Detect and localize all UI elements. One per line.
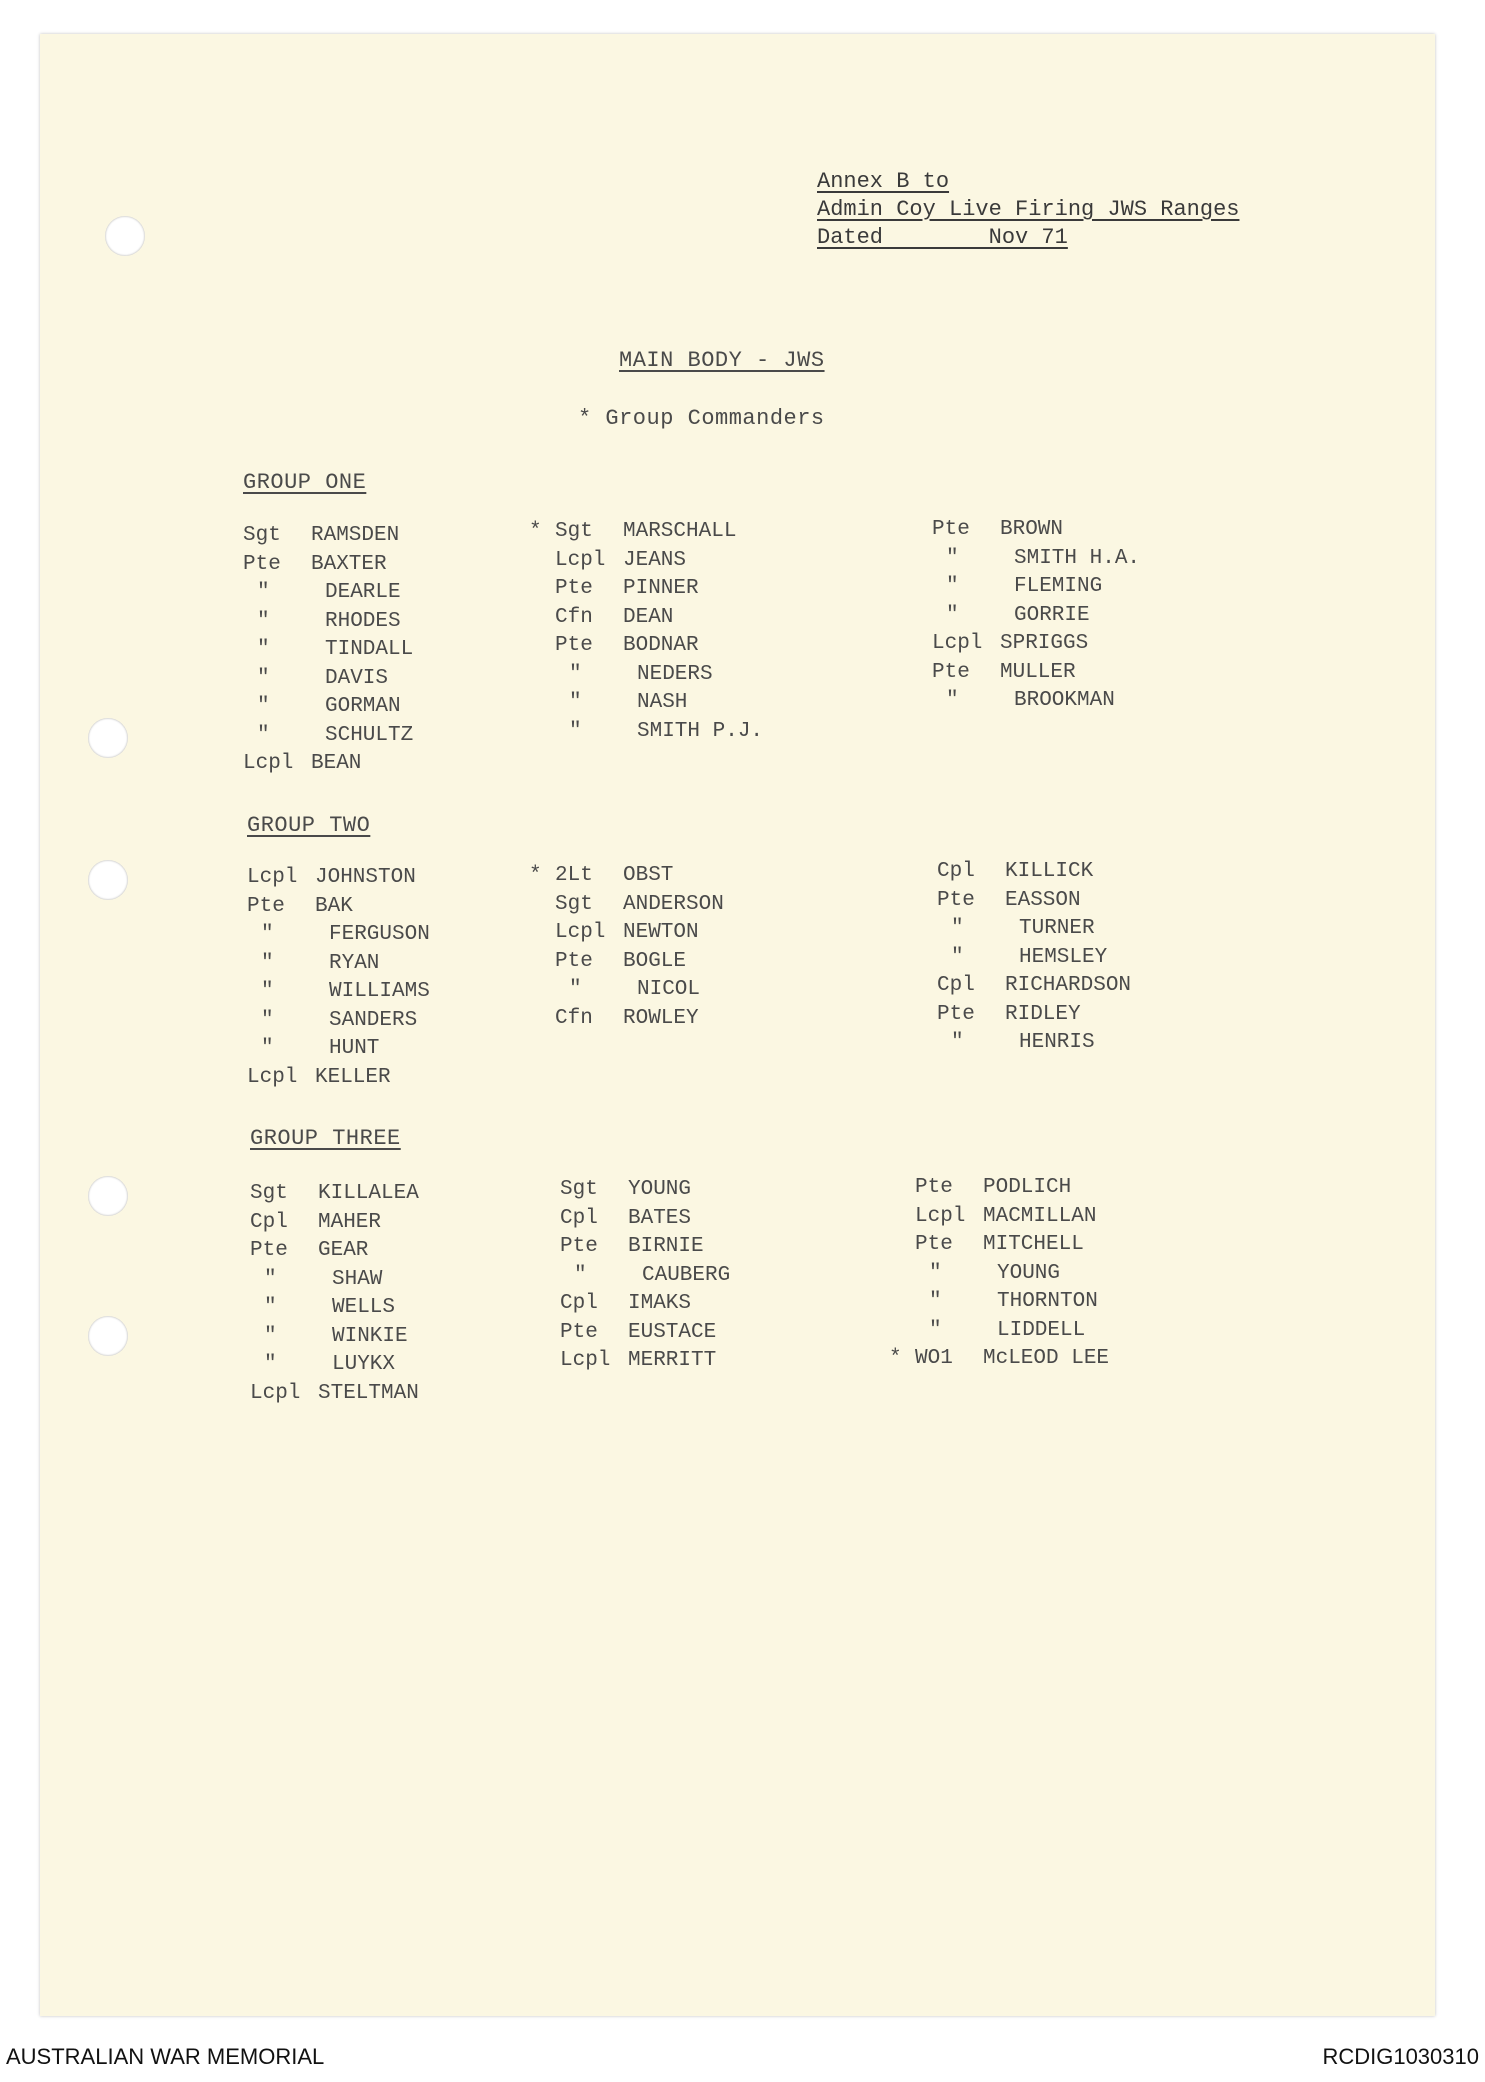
surname: BATES (628, 1206, 692, 1230)
group-commander-mark (221, 864, 247, 893)
group-commander-mark (529, 919, 555, 948)
surname: NEWTON (623, 921, 699, 944)
surname: RIDLEY (1005, 1002, 1081, 1026)
punch-hole (88, 1316, 128, 1356)
roster-entry (529, 661, 763, 690)
group-commander-mark (221, 893, 247, 922)
roster-column (221, 864, 430, 1092)
rank: " (569, 978, 582, 1001)
group-commander-mark (529, 1005, 555, 1034)
roster-entry (889, 1317, 1109, 1346)
roster-column (911, 858, 1131, 1058)
surname: MULLER (1000, 660, 1076, 684)
group-commander-mark (889, 1317, 915, 1346)
rank: " (261, 980, 274, 1003)
rank: Pte (247, 894, 285, 918)
annex-line: Admin Coy Live Firing JWS Ranges (817, 197, 1240, 222)
surname: SMITH P.J. (637, 719, 764, 743)
group-commander-mark: * (529, 520, 542, 543)
surname: HENRIS (1019, 1031, 1095, 1054)
surname: OBST (623, 864, 674, 887)
group-commander-mark (221, 1064, 247, 1093)
rank: Cpl (560, 1292, 598, 1315)
group-commander-mark (224, 1323, 250, 1352)
roster-entry (906, 659, 1140, 688)
roster-entry (217, 608, 413, 637)
annex-line: Dated Nov 71 (817, 225, 1068, 250)
surname: RYAN (329, 951, 380, 975)
group-commander-mark (529, 604, 555, 633)
rank: Pte (560, 1320, 598, 1344)
surname: TINDALL (325, 638, 414, 661)
surname: YOUNG (628, 1178, 692, 1201)
rank: Lcpl (555, 548, 606, 572)
roster-entry (534, 1176, 730, 1205)
rank: Lcpl (250, 1381, 301, 1405)
roster-entry (217, 636, 413, 665)
rank: " (574, 1263, 587, 1287)
group-commander-mark (221, 1035, 247, 1064)
rank: Cfn (555, 1006, 593, 1030)
roster-entry (221, 864, 430, 893)
roster-entry (529, 718, 763, 747)
surname: SPRIGGS (1000, 632, 1089, 655)
rank: " (264, 1296, 277, 1319)
annex-line: Annex B to (817, 169, 950, 194)
group-commander-mark (217, 750, 243, 779)
group-commander-mark (217, 665, 243, 694)
group-commander-mark (534, 1290, 560, 1319)
rank: Pte (555, 634, 593, 657)
rank: " (261, 1037, 274, 1060)
surname: SCHULTZ (325, 723, 414, 747)
roster-entry (534, 1262, 730, 1291)
roster-entry (221, 1035, 430, 1064)
roster-column (906, 516, 1140, 716)
group-title: GROUP TWO (247, 813, 371, 838)
surname: MARSCHALL (623, 520, 737, 543)
rank: " (946, 689, 959, 712)
surname: BOGLE (623, 949, 687, 973)
surname: TURNER (1019, 917, 1095, 940)
rank: " (264, 1267, 277, 1291)
rank: " (946, 603, 959, 627)
legend-note: * Group Commanders (578, 406, 825, 431)
roster-entry (889, 1231, 1109, 1260)
rank: Lcpl (247, 866, 298, 889)
rank: Pte (560, 1235, 598, 1258)
roster-entry (534, 1319, 730, 1348)
group-commander-mark (889, 1203, 915, 1232)
roster-entry (224, 1323, 419, 1352)
surname: RHODES (325, 609, 401, 633)
rank: Pte (915, 1176, 953, 1199)
group-commander-mark (529, 632, 555, 661)
rank: " (569, 662, 582, 686)
group-commander-mark (529, 718, 555, 747)
group-commander-mark (529, 976, 555, 1005)
roster-entry (529, 547, 763, 576)
surname: BIRNIE (628, 1235, 704, 1258)
roster-entry (529, 632, 763, 661)
rank: Lcpl (555, 921, 606, 944)
surname: BROOKMAN (1014, 689, 1115, 712)
annex-reference (817, 168, 1239, 252)
group-commander-mark (906, 573, 932, 602)
surname: RAMSDEN (311, 524, 400, 547)
group-commander-mark (889, 1288, 915, 1317)
rank: " (929, 1290, 942, 1313)
surname: IMAKS (628, 1292, 692, 1315)
roster-entry (889, 1174, 1109, 1203)
roster-entry (224, 1294, 419, 1323)
group-commander-mark (217, 693, 243, 722)
rank: Lcpl (915, 1204, 966, 1228)
group-commander-mark (534, 1176, 560, 1205)
group-commander-mark (224, 1209, 250, 1238)
surname: THORNTON (997, 1290, 1098, 1313)
rank: " (257, 666, 270, 690)
group-commander-mark (224, 1266, 250, 1295)
group-commander-mark (911, 1029, 937, 1058)
surname: BAK (315, 894, 353, 918)
roster-entry (906, 573, 1140, 602)
roster-entry (217, 693, 413, 722)
roster-entry (529, 1005, 724, 1034)
rank: " (257, 695, 270, 718)
group-commander-mark (224, 1351, 250, 1380)
roster-entry (217, 522, 413, 551)
group-commander-mark (906, 545, 932, 574)
rank: " (264, 1324, 277, 1348)
roster-entry (889, 1288, 1109, 1317)
surname: MERRITT (628, 1349, 717, 1372)
footer-institution: AUSTRALIAN WAR MEMORIAL (6, 2044, 325, 2069)
rank: Sgt (560, 1178, 598, 1201)
roster-entry (529, 575, 763, 604)
group-commander-mark (217, 522, 243, 551)
surname: BODNAR (623, 634, 699, 657)
group-commander-mark (529, 661, 555, 690)
roster-entry (217, 750, 413, 779)
roster-entry (529, 604, 763, 633)
rank: " (951, 945, 964, 969)
group-commander-mark (911, 887, 937, 916)
group-commander-mark (911, 1001, 937, 1030)
surname: JEANS (623, 548, 687, 572)
group-commander-mark (534, 1347, 560, 1376)
roster-entry (911, 972, 1131, 1001)
surname: HUNT (329, 1037, 380, 1060)
surname: RICHARDSON (1005, 974, 1132, 997)
roster-entry (529, 919, 724, 948)
rank: Pte (937, 1002, 975, 1026)
roster-entry (224, 1380, 419, 1409)
rank: " (569, 691, 582, 714)
group-commander-mark (217, 722, 243, 751)
group-commander-mark (911, 858, 937, 887)
surname: NASH (637, 691, 688, 714)
group-commander-mark (889, 1231, 915, 1260)
roster-entry (217, 579, 413, 608)
surname: STELTMAN (318, 1381, 419, 1405)
group-commander-mark (224, 1180, 250, 1209)
rank: Pte (555, 577, 593, 600)
roster-entry (529, 891, 724, 920)
roster-entry (224, 1180, 419, 1209)
roster-entry (217, 722, 413, 751)
surname: DEAN (623, 605, 674, 629)
surname: LIDDELL (997, 1318, 1086, 1342)
group-commander-mark (221, 950, 247, 979)
group-commander-mark (224, 1294, 250, 1323)
roster-entry (221, 950, 430, 979)
group-commander-mark (217, 551, 243, 580)
rank: WO1 (915, 1347, 953, 1370)
roster-entry (221, 978, 430, 1007)
rank: " (929, 1318, 942, 1342)
roster-entry (529, 518, 763, 547)
rank: Pte (937, 888, 975, 912)
roster-entry (906, 516, 1140, 545)
group-commander-mark (529, 575, 555, 604)
surname: WILLIAMS (329, 980, 430, 1003)
group-title: GROUP ONE (243, 470, 367, 495)
group-title: GROUP THREE (250, 1126, 401, 1151)
surname: KILLICK (1005, 860, 1094, 883)
group-commander-mark (906, 659, 932, 688)
surname: PODLICH (983, 1176, 1072, 1199)
surname: PINNER (623, 577, 699, 600)
group-commander-mark (534, 1262, 560, 1291)
group-commander-mark (221, 978, 247, 1007)
roster-entry (906, 545, 1140, 574)
group-commander-mark (217, 608, 243, 637)
rank: Cpl (560, 1206, 598, 1230)
group-commander-mark (911, 944, 937, 973)
rank: Lcpl (932, 632, 983, 655)
roster-entry (529, 948, 724, 977)
roster-entry (889, 1345, 1109, 1374)
punch-hole (88, 718, 128, 758)
group-commander-mark (889, 1174, 915, 1203)
group-commander-mark (534, 1233, 560, 1262)
surname: CAUBERG (642, 1263, 731, 1287)
surname: WELLS (332, 1296, 396, 1319)
roster-entry (224, 1266, 419, 1295)
surname: EUSTACE (628, 1320, 717, 1344)
roster-entry (911, 887, 1131, 916)
rank: Lcpl (243, 752, 294, 775)
surname: FERGUSON (329, 923, 430, 946)
group-commander-mark (529, 891, 555, 920)
rank: " (261, 951, 274, 975)
rank: " (257, 581, 270, 604)
group-commander-mark (889, 1260, 915, 1289)
rank: Pte (555, 949, 593, 973)
surname: McLEOD LEE (983, 1347, 1110, 1370)
surname: MAHER (318, 1210, 382, 1234)
roster-entry (221, 893, 430, 922)
surname: BROWN (1000, 518, 1064, 541)
surname: JOHNSTON (315, 866, 416, 889)
group-commander-mark (906, 687, 932, 716)
roster-column (529, 862, 724, 1033)
rank: Cfn (555, 605, 593, 629)
roster-entry (529, 689, 763, 718)
roster-entry (221, 1064, 430, 1093)
group-commander-mark (224, 1380, 250, 1409)
group-commander-mark (529, 689, 555, 718)
roster-entry (911, 915, 1131, 944)
rank: Cpl (250, 1210, 288, 1234)
roster-column (889, 1174, 1109, 1374)
roster-entry (906, 630, 1140, 659)
roster-entry (911, 1029, 1131, 1058)
surname: GEAR (318, 1239, 369, 1262)
surname: SHAW (332, 1267, 383, 1291)
surname: NICOL (637, 978, 701, 1001)
roster-entry (534, 1205, 730, 1234)
rank: Sgt (555, 892, 593, 916)
rank: Sgt (243, 524, 281, 547)
surname: ANDERSON (623, 892, 724, 916)
footer-record-id: RCDIG1030310 (1322, 2044, 1479, 2069)
group-commander-mark (529, 547, 555, 576)
rank: Sgt (555, 520, 593, 543)
surname: KELLER (315, 1065, 391, 1089)
surname: GORRIE (1014, 603, 1090, 627)
rank: Sgt (250, 1182, 288, 1205)
roster-column (534, 1176, 730, 1376)
surname: HEMSLEY (1019, 945, 1108, 969)
rank: Pte (243, 552, 281, 576)
roster-column (529, 518, 763, 746)
surname: GORMAN (325, 695, 401, 718)
roster-entry (534, 1233, 730, 1262)
surname: WINKIE (332, 1324, 408, 1348)
roster-column (224, 1180, 419, 1408)
surname: SMITH H.A. (1014, 546, 1141, 570)
roster-entry (529, 976, 724, 1005)
roster-entry (217, 551, 413, 580)
group-commander-mark (534, 1319, 560, 1348)
roster-entry (224, 1237, 419, 1266)
surname: NEDERS (637, 662, 713, 686)
roster-entry (221, 921, 430, 950)
group-commander-mark (911, 915, 937, 944)
surname: YOUNG (997, 1261, 1061, 1285)
group-commander-mark: * (889, 1347, 902, 1370)
roster-entry (889, 1203, 1109, 1232)
rank: Pte (250, 1239, 288, 1262)
roster-entry (911, 1001, 1131, 1030)
rank: Cpl (937, 860, 975, 883)
surname: EASSON (1005, 888, 1081, 912)
surname: FLEMING (1014, 575, 1103, 598)
group-commander-mark: * (529, 864, 542, 887)
rank: " (264, 1353, 277, 1376)
surname: DEARLE (325, 581, 401, 604)
roster-entry (906, 687, 1140, 716)
group-commander-mark (534, 1205, 560, 1234)
group-commander-mark (224, 1237, 250, 1266)
group-commander-mark (906, 516, 932, 545)
rank: " (569, 719, 582, 743)
group-commander-mark (221, 921, 247, 950)
rank: Pte (932, 518, 970, 541)
rank: Cpl (937, 974, 975, 997)
rank: " (946, 575, 959, 598)
group-commander-mark (217, 579, 243, 608)
surname: ROWLEY (623, 1006, 699, 1030)
roster-entry (889, 1260, 1109, 1289)
rank: " (929, 1261, 942, 1285)
rank: " (257, 723, 270, 747)
punch-hole (88, 1176, 128, 1216)
group-commander-mark (529, 948, 555, 977)
rank: " (257, 638, 270, 661)
surname: BAXTER (311, 552, 387, 576)
group-commander-mark (911, 972, 937, 1001)
rank: " (946, 546, 959, 570)
roster-entry (906, 602, 1140, 631)
rank: Pte (932, 660, 970, 684)
rank: Lcpl (247, 1065, 298, 1089)
group-commander-mark (906, 602, 932, 631)
roster-entry (534, 1290, 730, 1319)
rank: " (951, 917, 964, 940)
surname: DAVIS (325, 666, 389, 690)
rank: 2Lt (555, 864, 593, 887)
surname: KILLALEA (318, 1182, 419, 1205)
roster-entry (911, 858, 1131, 887)
surname: MACMILLAN (983, 1204, 1097, 1228)
punch-hole (88, 860, 128, 900)
group-commander-mark (217, 636, 243, 665)
roster-entry (911, 944, 1131, 973)
surname: LUYKX (332, 1353, 396, 1376)
roster-entry (221, 1007, 430, 1036)
roster-entry (534, 1347, 730, 1376)
surname: MITCHELL (983, 1233, 1084, 1256)
rank: " (261, 1008, 274, 1032)
roster-entry (224, 1209, 419, 1238)
punch-hole (105, 216, 145, 256)
rank: " (257, 609, 270, 633)
roster-column (217, 522, 413, 779)
surname: SANDERS (329, 1008, 418, 1032)
rank: " (261, 923, 274, 946)
roster-entry (529, 862, 724, 891)
rank: Lcpl (560, 1349, 611, 1372)
rank: " (951, 1031, 964, 1054)
rank: Pte (915, 1233, 953, 1256)
group-commander-mark (221, 1007, 247, 1036)
roster-entry (224, 1351, 419, 1380)
surname: BEAN (311, 752, 362, 775)
group-commander-mark (906, 630, 932, 659)
roster-entry (217, 665, 413, 694)
document-title: MAIN BODY - JWS (619, 348, 825, 373)
